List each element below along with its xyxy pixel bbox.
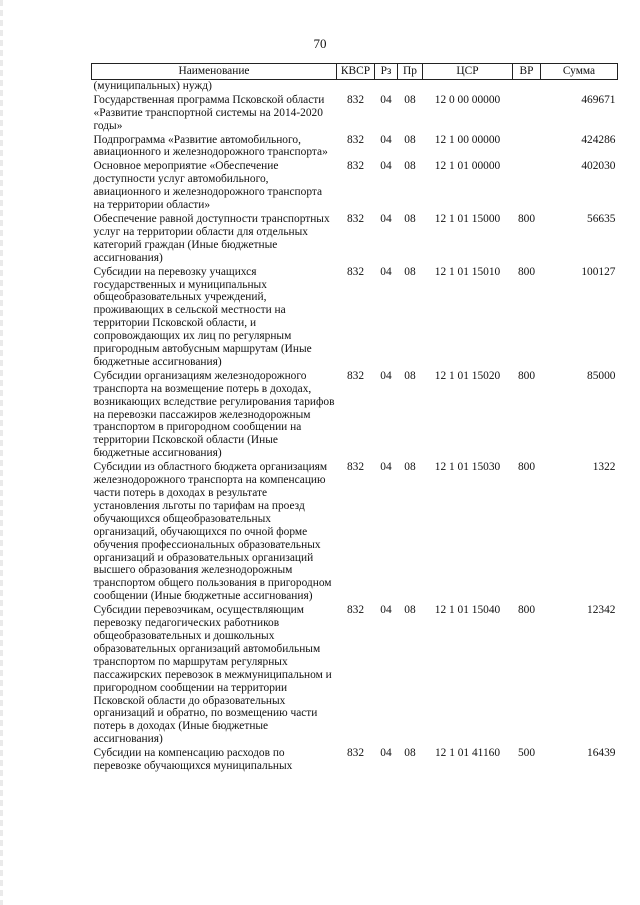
cell-kvsr [337,79,375,92]
cell-kvsr: 832 [346,133,365,146]
cell-rz: 04 [380,604,392,617]
cell-sum: 1322 [592,461,616,474]
cell-kvsr: 832 [346,160,365,173]
cell-vr [513,93,541,133]
cell-csr: 12 1 01 15020 [434,369,501,382]
cell-csr: 12 1 01 41160 [434,747,501,760]
cell-pr: 08 [404,369,416,382]
cell-name: (муниципальных) нужд) [93,79,212,92]
page-number: 70 [313,36,327,51]
cell-sum: 469671 [581,93,616,106]
cell-pr: 08 [404,212,416,225]
cell-sum: 16439 [587,747,616,760]
cell-name: Субсидии на перевозку учащихся государственных и муниципальных общеобразовательных учреждений, проживающих в сельской местности на территории Псковской области, и сопровождающих их лиц по регулярным пригородным автобусным маршрутам (Иные бюджетные ассигнования) [93,265,312,368]
cell-sum: 424286 [581,133,616,146]
header-rz: Рз [375,64,398,80]
cell-csr [423,79,513,92]
cell-pr: 08 [404,93,416,106]
table-body [92,79,618,773]
table-row [92,265,618,369]
cell-rz [375,79,398,92]
table-row [92,460,618,603]
table-row [92,159,618,212]
budget-table [91,63,618,773]
table-row [92,369,618,460]
cell-vr: 800 [517,212,536,225]
cell-sum: 85000 [587,369,616,382]
cell-name: Субсидии перевозчикам, осуществляющим перевозку педагогических работников общеобразовательных и дошкольных образовательных организаций автомобильным транспортом по маршрутам регулярных пассажирских перевозок в межмуниципальном и пригородном сообщении на территории Псковской области до образовательных организаций и обратно, по возмещению части потерь в доходах (Иные бюджетные ассигнования) [93,604,332,746]
cell-name: Государственная программа Псковской области «Развитие транспортной системы на 2014-2020 годы» [93,93,325,132]
cell-rz: 04 [380,212,392,225]
table-row [92,212,618,265]
cell-rz: 04 [380,133,392,146]
cell-sum: 56635 [587,212,616,225]
cell-rz: 04 [380,265,392,278]
cell-rz: 04 [380,461,392,474]
cell-sum [541,79,618,92]
cell-rz: 04 [380,369,392,382]
cell-vr [513,133,541,160]
table-header-row [92,64,618,80]
cell-name: Субсидии из областного бюджета организациям железнодорожного транспорта на компенсацию части потерь в доходах в результате установления льготы по тарифам на проезд обучающихся общеобразовательных организаций, обучающихся по очной форме обучения профессиональных образовательных организаций и образовательных организаций высшего образования железнодорожным транспортом общего пользования в пригородном сообщении (Иные бюджетные ассигнования) [93,461,332,603]
cell-rz: 04 [380,747,392,760]
cell-rz: 04 [380,160,392,173]
cell-pr: 08 [404,461,416,474]
cell-pr [398,79,423,92]
table-row [92,79,618,92]
cell-kvsr: 832 [346,604,365,617]
cell-csr: 12 1 01 15030 [434,461,501,474]
cell-vr: 800 [517,369,536,382]
cell-csr: 12 1 01 15000 [434,212,501,225]
table-row [92,93,618,133]
cell-csr: 12 1 01 00000 [434,160,501,173]
cell-vr: 500 [517,747,536,760]
cell-pr: 08 [404,160,416,173]
cell-vr: 800 [517,265,536,278]
header-vr: ВР [513,64,541,80]
cell-sum: 12342 [587,604,616,617]
cell-rz: 04 [380,93,392,106]
cell-name: Обеспечение равной доступности транспортных услуг на территории области для отдельных категорий граждан (Иные бюджетные ассигнования) [93,212,330,264]
cell-name: Субсидии организациям железнодорожного транспорта на возмещение потерь в доходах, возникающих вследствие регулирования тарифов на перевозки пассажиров железнодорожным транспортом в пригородном сообщении на территории Псковской области (Иные бюджетные ассигнования) [93,369,335,460]
header-name: Наименование [92,64,337,80]
cell-pr: 08 [404,133,416,146]
header-csr: ЦСР [423,64,513,80]
header-pr: Пр [398,64,423,80]
cell-vr: 800 [517,604,536,617]
cell-kvsr: 832 [346,93,365,106]
header-kvsr: КВСР [337,64,375,80]
cell-kvsr: 832 [346,369,365,382]
cell-kvsr: 832 [346,461,365,474]
cell-sum: 402030 [581,160,616,173]
table-row [92,133,618,160]
cell-kvsr: 832 [346,212,365,225]
cell-csr: 12 1 01 15010 [434,265,501,278]
cell-vr [513,159,541,212]
cell-name: Подпрограмма «Развитие автомобильного, авиационного и железнодорожного транспорта» [93,133,328,159]
cell-vr [513,79,541,92]
cell-sum: 100127 [581,265,616,278]
header-sum: Сумма [541,64,618,80]
table-row [92,603,618,746]
cell-pr: 08 [404,604,416,617]
cell-csr: 12 1 00 00000 [434,133,501,146]
cell-kvsr: 832 [346,747,365,760]
cell-csr: 12 0 00 00000 [434,93,501,106]
cell-name: Основное мероприятие «Обеспечение доступности услуг автомобильного, авиационного и железнодорожного транспорта на территории области» [93,160,323,212]
cell-pr: 08 [404,265,416,278]
cell-name: Субсидии на компенсацию расходов по перевозке обучающихся муниципальных [93,747,293,773]
table-row [92,746,618,773]
cell-vr: 800 [517,461,536,474]
cell-kvsr: 832 [346,265,365,278]
scan-edge [0,0,3,905]
cell-pr: 08 [404,747,416,760]
cell-csr: 12 1 01 15040 [434,604,501,617]
